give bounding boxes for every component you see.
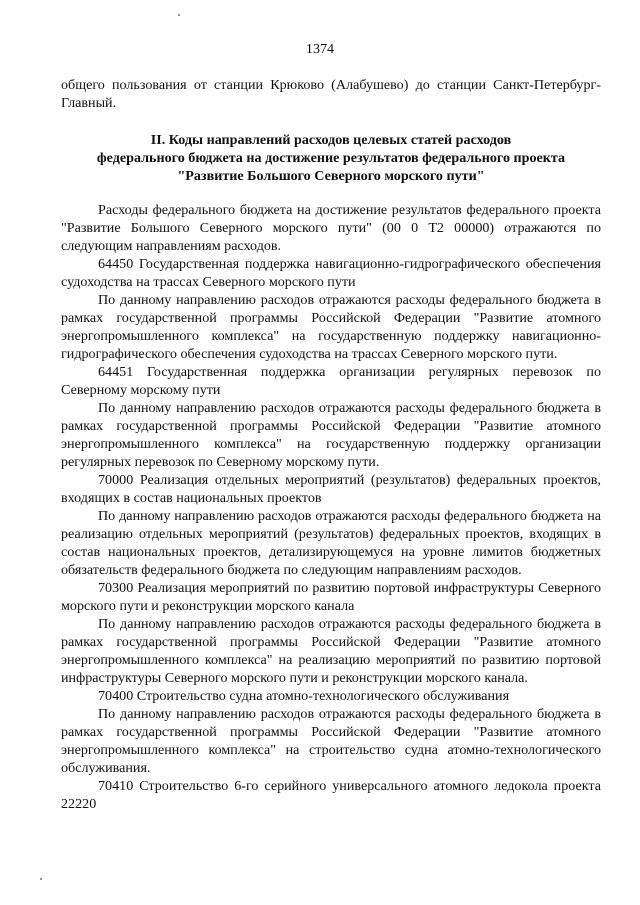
section-heading-line-3: "Развитие Большого Северного морского пути"	[177, 168, 485, 184]
section-heading-line-1: II. Коды направлений расходов целевых статей расходов	[150, 132, 512, 148]
code-heading-70400: 70400 Строительство судна атомно-технологического обслуживания	[98, 688, 510, 704]
page-number: 1374	[305, 41, 335, 57]
code-heading-64450: 64450 Государственная поддержка навигационно-гидрографического обеспечения судоходства на трассах Северного морского пути	[61, 256, 601, 290]
section-heading	[61, 131, 601, 185]
paragraph-64450-description: По данному направлению расходов отражаются расходы федерального бюджета в рамках государственной программы Российской Федерации "Развитие атомного энергопромышленного комплекса" на государственную поддержку навигационно-гидрографического обеспечения судоходства на трассах Северного морского пути.	[61, 292, 601, 362]
paragraph-70400-description: По данному направлению расходов отражаются расходы федерального бюджета в рамках государственной программы Российской Федерации "Развитие атомного энергопромышленного комплекса" на строительство судна атомно-технологического обслуживания.	[61, 706, 601, 776]
scan-speck	[178, 14, 180, 16]
code-heading-70000: 70000 Реализация отдельных мероприятий (результатов) федеральных проектов, входящих в состав национальных проектов	[61, 472, 601, 506]
section-heading-line-2: федерального бюджета на достижение результатов федерального проекта	[96, 150, 566, 166]
code-heading-70410: 70410 Строительство 6-го серийного универсального атомного ледокола проекта 22220	[61, 778, 601, 812]
document-body	[61, 76, 601, 813]
scan-speck	[40, 878, 42, 880]
paragraph-expenses-intro: Расходы федерального бюджета на достижение результатов федерального проекта "Развитие Большого Северного морского пути" (00 0 Т2 00000) отражаются по следующим направлениям расходов.	[61, 202, 601, 254]
paragraph-64451-description: По данному направлению расходов отражаются расходы федерального бюджета в рамках государственной программы Российской Федерации "Развитие атомного энергопромышленного комплекса" на государственную поддержку организации регулярных перевозок по Северному морскому пути.	[61, 400, 601, 470]
paragraph-70000-description: По данному направлению расходов отражаются расходы федерального бюджета на реализацию отдельных мероприятий (результатов) федеральных проектов, входящих в состав национальных проектов, детализирующемуся на уровне лимитов бюджетных обязательств федерального бюджета по следующим направлениям расходов.	[61, 508, 601, 578]
intro-paragraph: общего пользования от станции Крюково (Алабушево) до станции Санкт-Петербург-Главный.	[61, 77, 601, 111]
paragraph-70300-description: По данному направлению расходов отражаются расходы федерального бюджета в рамках государственной программы Российской Федерации "Развитие атомного энергопромышленного комплекса" на реализацию мероприятий по развитию портовой инфраструктуры Северного морского пути и реконструкции морского канала.	[61, 616, 601, 686]
code-heading-70300: 70300 Реализация мероприятий по развитию портовой инфраструктуры Северного морского пути и реконструкции морского канала	[61, 580, 601, 614]
code-heading-64451: 64451 Государственная поддержка организации регулярных перевозок по Северному морскому пути	[61, 364, 601, 398]
